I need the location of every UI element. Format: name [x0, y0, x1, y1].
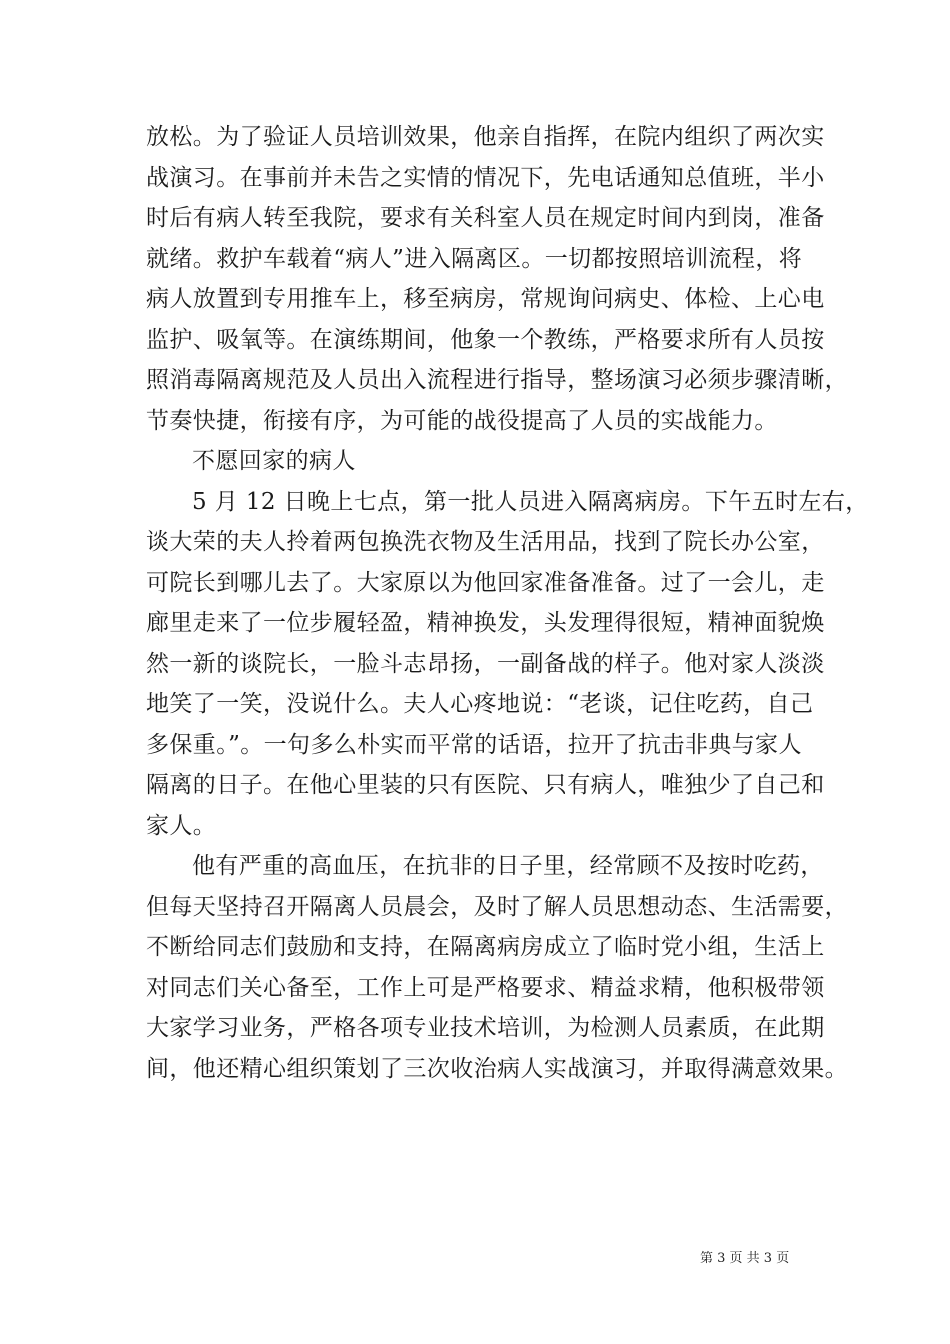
text-line: 间，他还精心组织策划了三次收治病人实战演习，并取得满意效果。 — [146, 1055, 848, 1082]
text-line: 监护、吸氧等。在演练期间，他象一个教练，严格要求所有人员按 — [146, 326, 825, 353]
document-body — [146, 117, 869, 1089]
text-line: 病人放置到专用推车上，移至病房，常规询问病史、体检、上心电 — [146, 286, 825, 312]
text-line: 廊里走来了一位步履轻盈，精神换发，头发理得很短，精神面貌焕 — [146, 610, 825, 636]
text-line: 照消毒隔离规范及人员出入流程进行指导，整场演习必须步骤清晰， — [146, 367, 848, 393]
text-line: 地笑了一笑，没说什么。夫人心疼地说：“老谈，记住吃药，自己 — [146, 691, 814, 717]
section-heading-text: 不愿回家的病人 — [192, 448, 356, 474]
page-number-footer: 第 3 页 共 3 页 — [700, 1251, 790, 1266]
text-line: 对同志们关心备至，工作上可是严格要求、精益求精，他积极带领 — [146, 974, 825, 1001]
text-line: 不断给同志们鼓励和支持，在隔离病房成立了临时党小组，生活上 — [146, 934, 825, 960]
text-line: 隔离的日子。在他心里装的只有医院、只有病人，唯独少了自己和 — [146, 772, 825, 798]
text-line: 就绪。救护车载着“病人”进入隔离区。一切都按照培训流程，将 — [146, 245, 803, 272]
text-line: 节奏快捷，衔接有序，为可能的战役提高了人员的实战能力。 — [146, 407, 778, 434]
text-line: 时后有病人转至我院，要求有关科室人员在规定时间内到岗，准备 — [146, 205, 825, 231]
text-line: 战演习。在事前并未告之实情的情况下，先电话通知总值班，半小 — [146, 164, 825, 191]
section-heading — [146, 441, 811, 482]
text-line: 然一新的谈院长，一脸斗志昂扬，一副备战的样子。他对家人淡淡 — [146, 650, 825, 677]
text-line: 可院长到哪儿去了。大家原以为他回家准备准备。过了一会儿，走 — [146, 569, 825, 596]
text-line: 谈大荣的夫人拎着两包换洗衣物及生活用品，找到了院长办公室， — [146, 529, 825, 555]
text-line: 家人。 — [146, 812, 217, 839]
text-line: 但每天坚持召开隔离人员晨会，及时了解人员思想动态、生活需要， — [146, 893, 848, 920]
text-line: 他有严重的高血压，在抗非的日子里，经常顾不及按时吃药， — [192, 853, 824, 879]
text-line: 5 月 12 日晚上七点，第一批人员进入隔离病房。下午五时左右， — [192, 488, 869, 515]
text-line: 大家学习业务，严格各项专业技术培训，为检测人员素质，在此期 — [146, 1015, 825, 1041]
paragraph-drill — [146, 117, 848, 441]
text-line: 多保重。”。一句多么朴实而平常的话语，拉开了抗击非典与家人 — [146, 731, 802, 758]
text-line: 放松。为了验证人员培训效果，他亲自指挥，在院内组织了两次实 — [146, 124, 825, 150]
paragraph-hypertension — [146, 846, 848, 1089]
paragraph-may-12 — [146, 482, 869, 847]
